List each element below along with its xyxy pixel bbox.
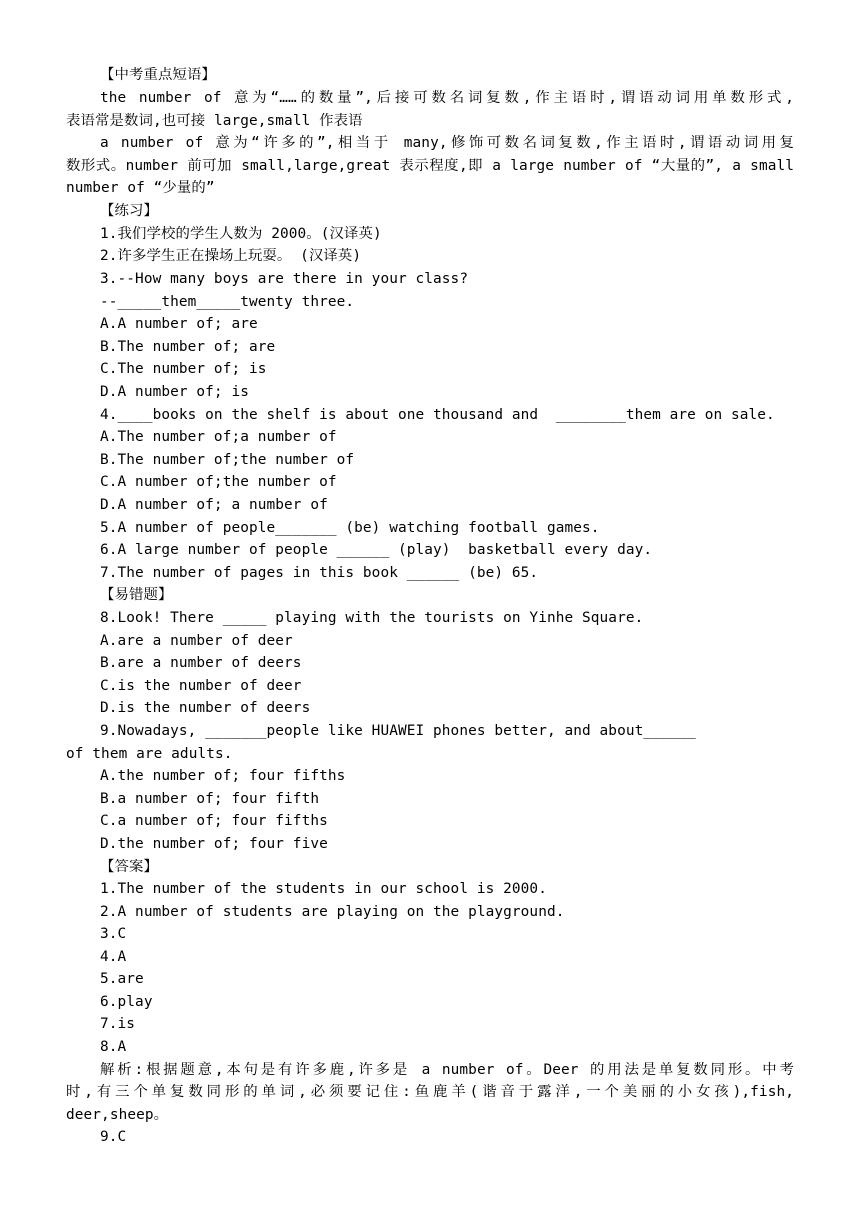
question-5: 5.A number of people_______ (be) watching football games. [100, 520, 600, 536]
answer-5: 5.are [100, 971, 144, 987]
question-7: 7.The number of pages in this book ______ (be) 65. [100, 565, 539, 581]
answer-1: 1.The number of the students in our school is 2000. [100, 881, 547, 897]
phrase-2-line-1: a number of 意为“许多的”,相当于 many,修饰可数名词复数,作主语时,谓语动词用复 [100, 135, 794, 151]
explanation-line-1: 解析:根据题意,本句是有许多鹿,许多是 a number of。Deer 的用法是单复数同形。中考 [100, 1062, 794, 1078]
phrase-1-line-1: the number of 意为“……的数量”,后接可数名词复数,作主语时,谓语动词用单数形式, [100, 90, 794, 106]
question-9-option: B.a number of; four fifth [100, 791, 320, 807]
phrases-heading: 【中考重点短语】 [100, 67, 216, 83]
question-4-option: A.The number of;a number of [100, 429, 337, 445]
phrase-1-line-2: 表语常是数词,也可接 large,small 作表语 [66, 113, 363, 129]
question-3-option: C.The number of; is [100, 361, 267, 377]
question-3: 3.--How many boys are there in your class? [100, 271, 469, 287]
question-1: 1.我们学校的学生人数为 2000。(汉译英) [100, 226, 382, 242]
mistakes-heading: 【易错题】 [100, 587, 173, 603]
answer-9: 9.C [100, 1129, 127, 1145]
answer-3: 3.C [100, 926, 127, 942]
answer-2: 2.A number of students are playing on the playground. [100, 904, 565, 920]
answer-8: 8.A [100, 1039, 127, 1055]
explanation-line-2: 时,有三个单复数同形的单词,必须要记住:鱼鹿羊(谐音于露洋,一个美丽的小女孩),fish, [66, 1084, 794, 1100]
practice-heading: 【练习】 [100, 203, 158, 219]
explanation-line-3: deer,sheep。 [66, 1107, 169, 1123]
question-8: 8.Look! There _____ playing with the tourists on Yinhe Square. [100, 610, 644, 626]
question-2: 2.许多学生正在操场上玩耍。 (汉译英) [100, 248, 362, 264]
question-8-option: C.is the number of deer [100, 678, 302, 694]
question-4-option: B.The number of;the number of [100, 452, 355, 468]
question-9-option: C.a number of; four fifths [100, 813, 328, 829]
answer-4: 4.A [100, 949, 127, 965]
answer-6: 6.play [100, 994, 153, 1010]
question-6: 6.A large number of people ______ (play) basketball every day. [100, 542, 653, 558]
phrase-2-line-2: 数形式。number 前可加 small,large,great 表示程度,即 a large number of “大量的”, a small [66, 158, 794, 174]
question-9-line-1: 9.Nowadays, _______people like HUAWEI phones better, and about______ [100, 723, 696, 739]
question-9-option: D.the number of; four five [100, 836, 328, 852]
question-3-option: D.A number of; is [100, 384, 249, 400]
question-3-option: A.A number of; are [100, 316, 258, 332]
question-8-option: B.are a number of deers [100, 655, 302, 671]
answers-heading: 【答案】 [100, 859, 158, 875]
question-8-option: D.is the number of deers [100, 700, 311, 716]
question-9-option: A.the number of; four fifths [100, 768, 346, 784]
question-3-option: B.The number of; are [100, 339, 276, 355]
answer-7: 7.is [100, 1016, 136, 1032]
phrase-2-line-3: number of “少量的” [66, 180, 215, 196]
question-4-option: D.A number of; a number of [100, 497, 328, 513]
question-8-option: A.are a number of deer [100, 633, 293, 649]
question-4: 4.____books on the shelf is about one thousand and ________them are on sale. [100, 407, 775, 423]
question-4-option: C.A number of;the number of [100, 474, 337, 490]
question-3-reply: --_____them_____twenty three. [100, 294, 355, 310]
question-9-line-2: of them are adults. [66, 746, 233, 762]
